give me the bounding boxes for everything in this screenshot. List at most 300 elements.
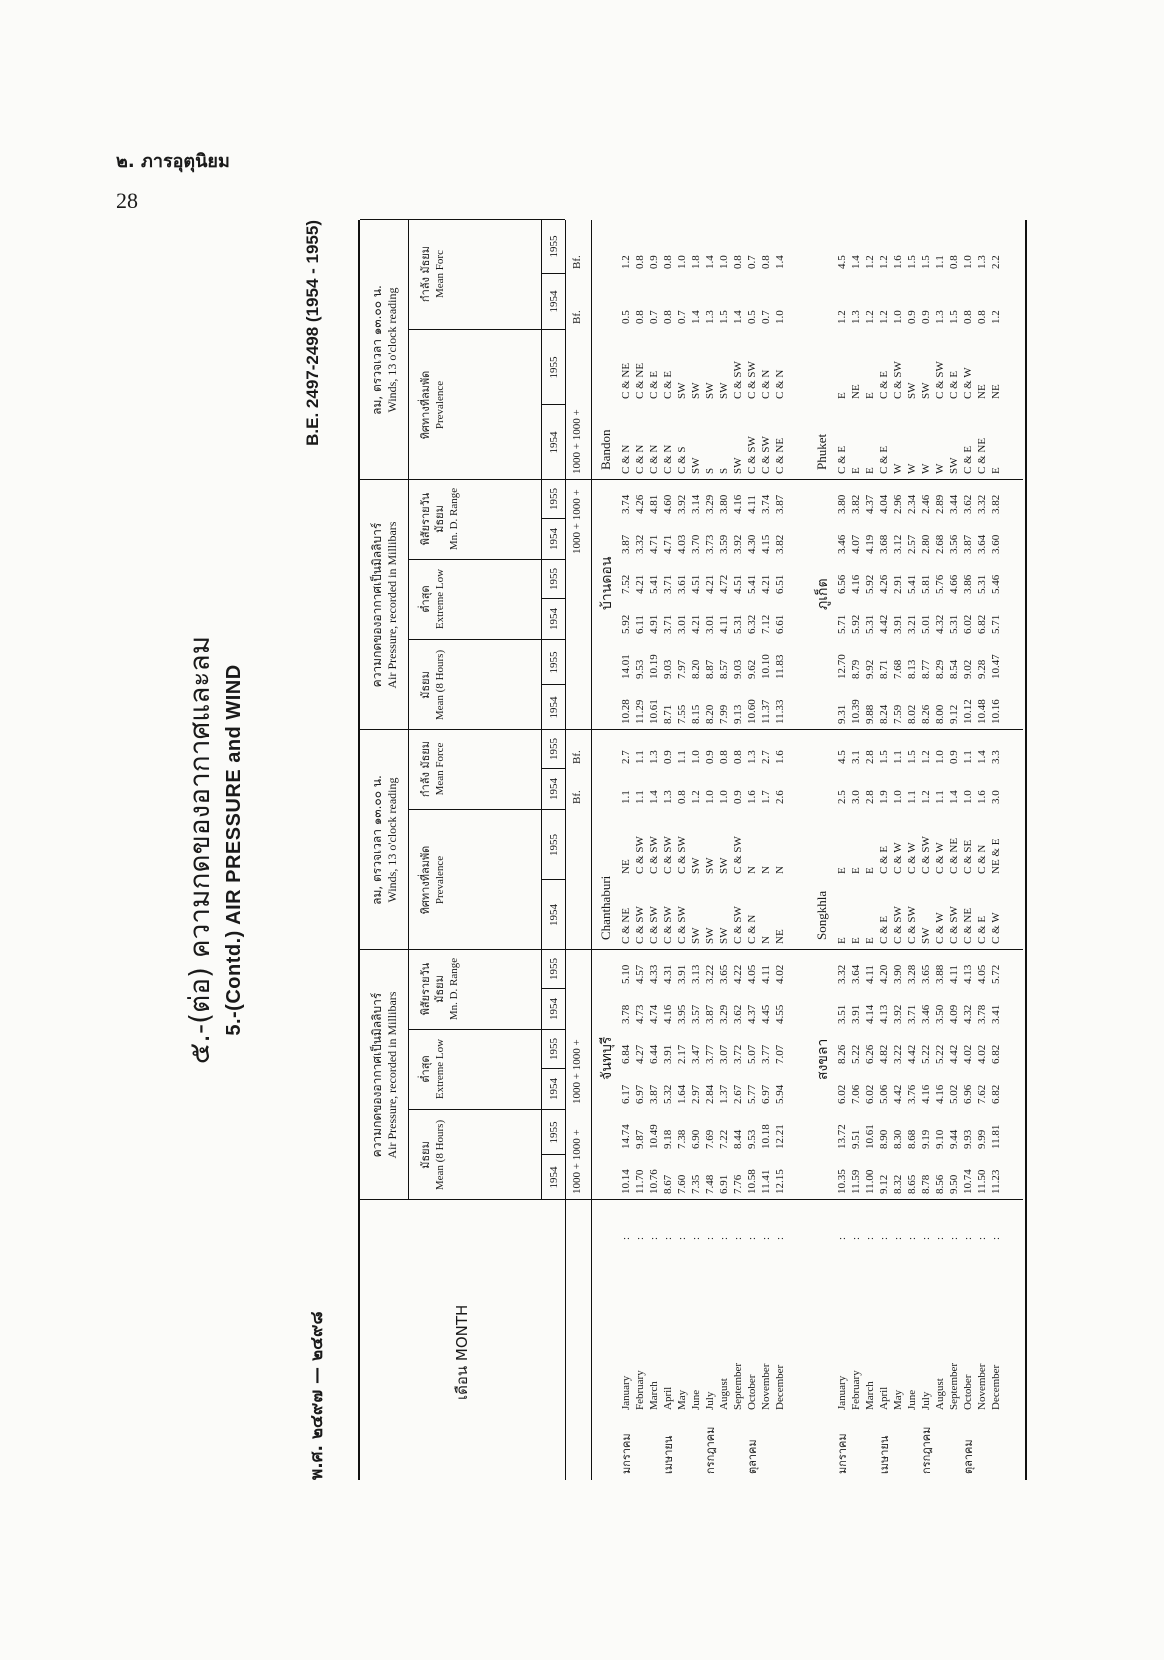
leader-dots: : xyxy=(690,1234,702,1240)
force-1954-cell: 0.9 xyxy=(920,310,932,324)
force-1955-cell: 1.4 xyxy=(774,255,786,269)
range-1955-cell: 3.44 xyxy=(948,494,960,514)
prev-subheader xyxy=(408,810,566,950)
range-subheader xyxy=(408,949,566,1030)
range-1954-cell: 3.68 xyxy=(878,534,890,554)
table-row xyxy=(948,220,961,1480)
mean-1954-cell: 7.60 xyxy=(676,1174,688,1194)
month-head-thai: เดือน xyxy=(453,1365,471,1400)
low-1954-cell: 3.76 xyxy=(906,1084,918,1104)
year-1955: 1955 xyxy=(548,356,560,379)
low-1954-cell: 7.12 xyxy=(760,614,772,634)
range-1955-cell: 4.60 xyxy=(662,494,674,514)
mean-1954-cell: 8.20 xyxy=(704,704,716,724)
group-title-thai: ความกดของอากาศเป็นมิลลิบาร์ xyxy=(370,522,384,688)
prev-1955-cell: N xyxy=(746,866,758,874)
low-1954-cell: 4.16 xyxy=(920,1084,932,1104)
force-1955-cell: 1.0 xyxy=(934,750,946,764)
mean-1954-cell: 8.26 xyxy=(920,704,932,724)
mean-1955-cell: 8.57 xyxy=(718,659,730,679)
prev-1955-cell: C & E xyxy=(948,370,960,399)
mean-1955-cell: 6.90 xyxy=(690,1129,702,1149)
mean-1954-cell: 10.58 xyxy=(746,1169,758,1194)
range-1954-cell: 4.09 xyxy=(948,1004,960,1024)
low-1955-cell: 3.91 xyxy=(662,1044,674,1064)
range-1954-cell: 4.07 xyxy=(850,534,862,554)
table-row xyxy=(850,220,863,1480)
table-row xyxy=(864,220,877,1480)
thai-season-label: กรกฎาคม xyxy=(920,1426,933,1474)
prev-1954-cell: C & N xyxy=(648,444,660,474)
prev-1954-cell: S xyxy=(704,467,716,474)
range-1954-cell: 3.32 xyxy=(634,534,646,554)
range-1955-cell: 4.57 xyxy=(634,964,646,984)
month-name: May xyxy=(676,1389,688,1410)
range-1954-cell: 3.46 xyxy=(920,1004,932,1024)
prev-1955-cell: C & SW xyxy=(920,836,932,874)
mean-1955-cell: 9.53 xyxy=(746,1129,758,1149)
low-1955-cell: 8.26 xyxy=(836,1044,848,1064)
prev-1954-cell: C & SW xyxy=(662,906,674,944)
mean-1954-cell: 11.70 xyxy=(634,1169,646,1194)
force-1954-cell: 1.5 xyxy=(718,310,730,324)
low-1955-cell: 2.17 xyxy=(676,1044,688,1064)
force-1955-cell: 1.2 xyxy=(878,255,890,269)
range-1954-cell: 4.71 xyxy=(648,534,660,554)
force-1954-cell: 1.2 xyxy=(864,310,876,324)
month-name: June xyxy=(690,1389,702,1410)
range-1955-cell: 3.82 xyxy=(990,494,1002,514)
range-1955-cell: 4.11 xyxy=(760,965,772,984)
low-1954-cell: 6.02 xyxy=(836,1084,848,1104)
unit-bf: Bf. xyxy=(571,790,583,804)
month-name: July xyxy=(920,1391,932,1410)
prev-1955-cell: C & N xyxy=(760,369,772,399)
mean-label-thai: มัธยม xyxy=(419,671,432,699)
low-1954-cell: 6.97 xyxy=(760,1084,772,1104)
mean-1954-cell: 10.61 xyxy=(648,699,660,724)
force-1955-cell: 0.9 xyxy=(662,750,674,764)
range-label-english: Mn. D. Range xyxy=(448,957,460,1021)
force-1955-cell: 2.2 xyxy=(990,255,1002,269)
leader-dots: : xyxy=(732,1234,744,1240)
prev-1955-cell: N xyxy=(760,866,772,874)
mean-1955-cell: 8.77 xyxy=(920,659,932,679)
force-1955-cell: 3.1 xyxy=(850,750,862,764)
range-label-thai: พิสัยรายวัน มัธยม xyxy=(419,962,446,1016)
year-row xyxy=(541,949,566,1029)
range-1954-cell: 4.37 xyxy=(746,1004,758,1024)
group-title-english: Air Pressure, recorded in Millibars xyxy=(385,991,399,1159)
year-1955: 1955 xyxy=(548,235,560,258)
prev-label-english: Prevalence xyxy=(434,855,446,905)
year-1954: 1954 xyxy=(542,518,566,559)
force-1955-cell: 1.2 xyxy=(864,255,876,269)
prev-1955-cell: SW xyxy=(906,382,918,399)
mean-1954-cell: 8.00 xyxy=(934,704,946,724)
prev-1955-cell: C & SE xyxy=(962,839,974,874)
low-1955-cell: 4.26 xyxy=(878,574,890,594)
range-1955-cell: 4.11 xyxy=(864,965,876,984)
range-1954-cell: 4.55 xyxy=(774,1004,786,1024)
low-label-thai: ต่ำสุด xyxy=(419,585,432,613)
mean-1955-cell: 8.13 xyxy=(906,659,918,679)
prev-1954-cell: C & N xyxy=(746,914,758,944)
force-1955-cell: 0.8 xyxy=(634,255,646,269)
year-1954: 1954 xyxy=(542,404,566,480)
range-1955-cell: 4.16 xyxy=(732,494,744,514)
force-1954-cell: 0.8 xyxy=(662,310,674,324)
leader-dots: : xyxy=(774,1234,786,1240)
prev-1955-cell: C & NE xyxy=(634,362,646,399)
force-1954-cell: 1.0 xyxy=(704,790,716,804)
mean-1955-cell: 9.62 xyxy=(746,659,758,679)
mean-1955-cell: 9.87 xyxy=(634,1129,646,1149)
range-1954-cell: 3.91 xyxy=(850,1004,862,1024)
thai-season-label: ตุลาคม xyxy=(746,1439,759,1474)
mean-1954-cell: 9.50 xyxy=(948,1174,960,1194)
mean-1954-cell: 8.67 xyxy=(662,1174,674,1194)
low-1955-cell: 4.02 xyxy=(976,1044,988,1064)
mean-1954-cell: 9.31 xyxy=(836,704,848,724)
mean-1955-cell: 9.93 xyxy=(962,1129,974,1149)
mean-1954-cell: 9.88 xyxy=(864,704,876,724)
mean-1954-cell: 7.48 xyxy=(704,1174,716,1194)
range-1954-cell: 3.87 xyxy=(962,534,974,554)
force-1955-cell: 1.1 xyxy=(676,750,688,764)
prev-1954-cell: E xyxy=(990,467,1002,474)
range-1954-cell: 3.12 xyxy=(892,534,904,554)
force-1954-cell: 1.4 xyxy=(648,790,660,804)
low-1955-cell: 3.77 xyxy=(760,1044,772,1064)
low-1955-cell: 3.86 xyxy=(962,574,974,594)
prev-1955-cell: NE & E xyxy=(990,838,1002,874)
range-1955-cell: 2.46 xyxy=(920,494,932,514)
range-1954-cell: 4.74 xyxy=(648,1004,660,1024)
prev-1955-cell: C & SW xyxy=(732,836,744,874)
force-1954-cell: 0.8 xyxy=(976,310,988,324)
force-1954-cell: 1.0 xyxy=(892,310,904,324)
range-label-english: Mn. D. Range xyxy=(448,487,460,551)
mean-1955-cell: 13.72 xyxy=(836,1124,848,1149)
month-name: April xyxy=(878,1386,890,1410)
low-1955-cell: 5.46 xyxy=(990,574,1002,594)
range-1955-cell: 4.33 xyxy=(648,964,660,984)
unit-low: 1000 + 1000 + xyxy=(571,1039,583,1104)
range-1954-cell: 3.41 xyxy=(990,1004,1002,1024)
leader-dots: : xyxy=(906,1234,918,1240)
mean-1954-cell: 10.60 xyxy=(746,699,758,724)
mean-label-english: Mean (8 Hours) xyxy=(434,1119,446,1191)
force-1955-cell: 0.8 xyxy=(732,750,744,764)
mean-1955-cell: 9.18 xyxy=(662,1129,674,1149)
year-1954: 1954 xyxy=(542,1068,566,1109)
mean-1955-cell: 9.99 xyxy=(976,1129,988,1149)
prev-label xyxy=(419,330,447,480)
low-1955-cell: 4.16 xyxy=(850,574,862,594)
table-row xyxy=(676,220,689,1480)
range-1955-cell: 4.04 xyxy=(878,494,890,514)
mean-1954-cell: 9.13 xyxy=(732,704,744,724)
rotated-table-page xyxy=(168,220,1028,1480)
force-1954-cell: 1.0 xyxy=(892,790,904,804)
force-1954-cell: 1.4 xyxy=(948,790,960,804)
prev-1954-cell: SW xyxy=(718,927,730,944)
prev-1955-cell: SW xyxy=(704,382,716,399)
mean-1954-cell: 11.50 xyxy=(976,1169,988,1194)
range-1955-cell: 3.88 xyxy=(934,964,946,984)
low-1954-cell: 5.71 xyxy=(990,614,1002,634)
year-1955: 1955 xyxy=(548,958,560,980)
leader-dots: : xyxy=(648,1234,660,1240)
prev-1955-cell: C & E xyxy=(878,845,890,874)
low-1954-cell: 3.21 xyxy=(906,614,918,634)
prev-1955-cell: C & N xyxy=(976,844,988,874)
prev-1954-cell: E xyxy=(850,467,862,474)
force-1954-cell: 1.1 xyxy=(906,790,918,804)
range-1954-cell: 4.73 xyxy=(634,1004,646,1024)
force-1954-cell: 1.3 xyxy=(662,790,674,804)
month-name: November xyxy=(760,1363,772,1410)
page-number: 28 xyxy=(116,188,138,213)
force-label xyxy=(419,729,447,809)
force-1954-cell: 1.2 xyxy=(990,310,1002,324)
force-1954-cell: 2.6 xyxy=(774,790,786,804)
low-1954-cell: 6.97 xyxy=(634,1084,646,1104)
low-subheader xyxy=(408,559,566,640)
low-1954-cell: 1.64 xyxy=(676,1084,688,1104)
mean-label xyxy=(419,1110,447,1200)
group-title-english: Winds, 13 o'clock reading xyxy=(385,287,399,413)
prev-1954-cell: W xyxy=(920,463,932,474)
year-row xyxy=(541,1029,566,1109)
group-title-english: Winds, 13 o'clock reading xyxy=(385,777,399,903)
force-1955-cell: 1.3 xyxy=(648,750,660,764)
range-1955-cell: 3.91 xyxy=(676,964,688,984)
range-1955-cell: 4.13 xyxy=(962,964,974,984)
prev-1954-cell: C & NE xyxy=(774,437,786,474)
leader-dots: : xyxy=(990,1234,1002,1240)
station-name-english: Songkhla xyxy=(814,890,829,940)
month-name: August xyxy=(934,1378,946,1410)
prev-1954-cell: C & SW xyxy=(906,906,918,944)
leader-dots: : xyxy=(878,1234,890,1240)
year-row xyxy=(541,1110,566,1200)
mean-1954-cell: 11.37 xyxy=(760,699,772,724)
low-1955-cell: 4.51 xyxy=(732,574,744,594)
pressure-wind-table xyxy=(358,220,1027,1480)
mean-1954-cell: 10.14 xyxy=(620,1169,632,1194)
table-row xyxy=(690,220,703,1480)
low-1954-cell: 4.16 xyxy=(934,1084,946,1104)
low-1954-cell: 2.97 xyxy=(690,1084,702,1104)
force-1954-cell: 0.5 xyxy=(620,310,632,324)
range-1955-cell: 3.87 xyxy=(774,494,786,514)
mean-1955-cell: 14.01 xyxy=(620,654,632,679)
years-thai: พ.ศ. ๒๔๙๗ — ๒๔๙๘ xyxy=(307,1311,327,1480)
force-1954-cell: 0.7 xyxy=(648,310,660,324)
force-1955-cell: 1.4 xyxy=(704,255,716,269)
low-1955-cell: 5.81 xyxy=(920,574,932,594)
low-1955-cell: 3.72 xyxy=(732,1044,744,1064)
unit-low: 1000 + 1000 + xyxy=(571,409,583,474)
force-subheader xyxy=(408,729,566,810)
range-1954-cell: 3.70 xyxy=(690,534,702,554)
low-1954-cell: 3.01 xyxy=(704,614,716,634)
low-1955-cell: 4.21 xyxy=(704,574,716,594)
table-row xyxy=(962,220,975,1480)
prev-1954-cell: C & N xyxy=(620,444,632,474)
low-1954-cell: 4.91 xyxy=(648,614,660,634)
month-name: December xyxy=(990,1364,1002,1410)
force-1954-cell: 1.4 xyxy=(732,310,744,324)
low-1954-cell: 5.31 xyxy=(732,614,744,634)
low-1954-cell: 6.82 xyxy=(990,1084,1002,1104)
station-name-thai: บ้านดอน xyxy=(599,556,615,610)
range-1955-cell: 3.14 xyxy=(690,494,702,514)
table-title-english: 5.-(Contd.) AIR PRESSURE and WIND xyxy=(223,664,245,1036)
force-1954-cell: 0.8 xyxy=(634,310,646,324)
prev-1954-cell: C & W xyxy=(934,912,946,944)
prev-1955-cell: C & NE xyxy=(620,362,632,399)
range-1954-cell: 4.03 xyxy=(676,534,688,554)
prev-1954-cell: C & W xyxy=(990,912,1002,944)
low-1955-cell: 5.07 xyxy=(746,1044,758,1064)
prev-1954-cell: C & SW xyxy=(732,906,744,944)
force-1954-cell: 1.9 xyxy=(878,790,890,804)
prev-1955-cell: NE xyxy=(850,384,862,399)
thai-season-label: มกราคม xyxy=(620,1433,633,1474)
prev-1955-cell: NE xyxy=(990,384,1002,399)
month-name: April xyxy=(662,1386,674,1410)
force-1954-cell: 1.2 xyxy=(920,790,932,804)
mean-1955-cell: 7.22 xyxy=(718,1129,730,1149)
range-1955-cell: 4.05 xyxy=(746,964,758,984)
prev-1954-cell: C & NE xyxy=(962,907,974,944)
low-1954-cell: 5.02 xyxy=(948,1084,960,1104)
prev-1954-cell: SW xyxy=(690,457,702,474)
mean-1954-cell: 11.23 xyxy=(990,1169,1002,1194)
force-1955-cell: 1.8 xyxy=(690,255,702,269)
mean-1954-cell: 9.12 xyxy=(948,704,960,724)
mean-1955-cell: 7.68 xyxy=(892,659,904,679)
table-row xyxy=(704,220,717,1480)
station-name-thai: สงขลา xyxy=(815,1038,831,1080)
range-1954-cell: 3.71 xyxy=(906,1004,918,1024)
year-1954: 1954 xyxy=(542,273,566,329)
low-1954-cell: 6.02 xyxy=(962,614,974,634)
low-label-english: Extreme Low xyxy=(434,1038,446,1100)
year-row xyxy=(541,640,566,730)
low-1955-cell: 6.84 xyxy=(620,1044,632,1064)
range-1954-cell: 4.14 xyxy=(864,1004,876,1024)
prev-1954-cell: W xyxy=(892,463,904,474)
mean-1954-cell: 10.74 xyxy=(962,1169,974,1194)
range-1955-cell: 5.10 xyxy=(620,964,632,984)
mean-1955-cell: 10.49 xyxy=(648,1124,660,1149)
range-1955-cell: 3.28 xyxy=(906,964,918,984)
range-1954-cell: 4.19 xyxy=(864,534,876,554)
table-row xyxy=(934,220,947,1480)
year-row xyxy=(541,479,566,559)
force-1954-cell: 2.8 xyxy=(864,790,876,804)
year-1954: 1954 xyxy=(542,598,566,639)
year-1955: 1955 xyxy=(548,651,560,674)
range-1954-cell: 4.71 xyxy=(662,534,674,554)
year-row xyxy=(541,219,566,329)
force-1955-cell: 1.0 xyxy=(962,255,974,269)
range-1954-cell: 3.87 xyxy=(704,1004,716,1024)
group-title xyxy=(370,220,400,480)
thai-season-label: ตุลาคม xyxy=(962,1439,975,1474)
force-1954-cell: 1.6 xyxy=(976,790,988,804)
unit-bf: Bf. xyxy=(571,255,583,269)
low-1954-cell: 5.01 xyxy=(920,614,932,634)
mean-1955-cell: 8.71 xyxy=(878,659,890,679)
force-1955-cell: 0.9 xyxy=(648,255,660,269)
prev-1955-cell: E xyxy=(836,392,848,399)
force-1954-cell: 1.2 xyxy=(878,310,890,324)
mean-1955-cell: 12.21 xyxy=(774,1124,786,1149)
prev-1955-cell: E xyxy=(836,867,848,874)
force-1955-cell: 1.5 xyxy=(920,255,932,269)
low-label xyxy=(419,559,447,639)
mean-1954-cell: 10.39 xyxy=(850,699,862,724)
mean-1955-cell: 9.03 xyxy=(662,659,674,679)
low-1954-cell: 5.94 xyxy=(774,1084,786,1104)
mean-1954-cell: 6.91 xyxy=(718,1174,730,1194)
leader-dots: : xyxy=(934,1234,946,1240)
year-1954: 1954 xyxy=(542,768,566,809)
prev-1954-cell: W xyxy=(906,463,918,474)
mean-1954-cell: 11.59 xyxy=(850,1169,862,1194)
leader-dots: : xyxy=(976,1234,988,1240)
prev-1955-cell: C & W xyxy=(906,842,918,874)
low-1955-cell: 4.42 xyxy=(906,1044,918,1064)
prev-1954-cell: SW xyxy=(690,927,702,944)
mean-1954-cell: 8.78 xyxy=(920,1174,932,1194)
range-1955-cell: 3.62 xyxy=(962,494,974,514)
range-1955-cell: 4.11 xyxy=(746,495,758,514)
mean-1955-cell: 8.79 xyxy=(850,659,862,679)
range-1954-cell: 4.16 xyxy=(662,1004,674,1024)
pressure-group-left xyxy=(360,949,565,1200)
year-1954: 1954 xyxy=(542,879,566,950)
mean-1954-cell: 11.29 xyxy=(634,699,646,724)
table-row xyxy=(906,220,919,1480)
mean-1955-cell: 11.83 xyxy=(774,654,786,679)
mean-1954-cell: 10.12 xyxy=(962,699,974,724)
low-1955-cell: 5.22 xyxy=(934,1044,946,1064)
mean-1954-cell: 10.35 xyxy=(836,1169,848,1194)
table-row xyxy=(732,220,745,1480)
mean-1955-cell: 12.70 xyxy=(836,654,848,679)
force-1954-cell: 1.6 xyxy=(746,790,758,804)
low-1955-cell: 6.26 xyxy=(864,1044,876,1064)
leader-dots: : xyxy=(704,1234,716,1240)
table-row xyxy=(648,220,661,1480)
range-1955-cell: 5.72 xyxy=(990,964,1002,984)
range-1954-cell: 2.80 xyxy=(920,534,932,554)
low-1954-cell: 5.92 xyxy=(850,614,862,634)
low-1954-cell: 6.61 xyxy=(774,614,786,634)
force-1954-cell: 1.4 xyxy=(690,310,702,324)
prev-1955-cell: C & SW xyxy=(746,361,758,399)
station-name-english: Bandon xyxy=(598,429,613,470)
mean-1954-cell: 10.48 xyxy=(976,699,988,724)
year-1955: 1955 xyxy=(548,568,560,590)
wind-group-left xyxy=(360,729,565,950)
